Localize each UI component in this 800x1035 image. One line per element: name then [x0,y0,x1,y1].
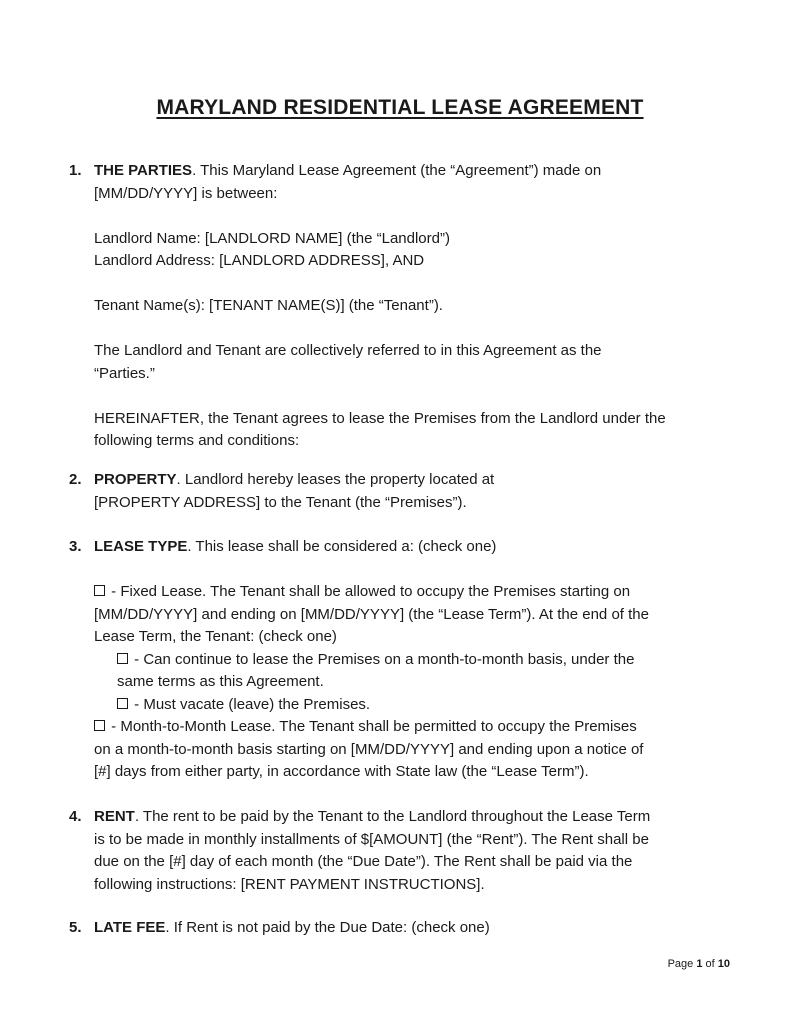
section-heading: RENT [94,808,135,825]
section-text: . If Rent is not paid by the Due Date: (check one) [165,919,490,936]
section-text: - Fixed Lease. The Tenant shall be allowed to occupy the Premises starting on [107,583,631,600]
vacate-checkbox[interactable] [117,698,128,709]
page-total: 10 [717,958,730,970]
section-number: 4. [69,808,82,825]
section-text: - Month-to-Month Lease. The Tenant shall be permitted to occupy the Premises [107,718,637,735]
section-number: 1. [69,162,82,179]
section-body [94,917,744,940]
section-text: [MM/DD/YYYY] and ending on [MM/DD/YYYY] (the “Lease Term”). At the end of the [94,605,649,623]
page-label: Page [667,958,697,970]
tenant-name-line: Tenant Name(s): [TENANT NAME(S)] (the “Tenant”). [94,297,443,314]
section-body [94,806,744,896]
section-text: . The rent to be paid by the Tenant to the Landlord throughout the Lease Term [134,808,651,825]
section-heading: LATE FEE [94,919,166,936]
fixed-lease-checkbox[interactable] [94,585,105,596]
section-body [94,160,744,453]
section-text: The Landlord and Tenant are collectively referred to in this Agreement as the [94,342,602,359]
section-text: - Must vacate (leave) the Premises. [130,695,371,713]
section-text: following instructions: [RENT PAYMENT INSTRUCTIONS]. [94,875,485,893]
section-number: 2. [69,471,82,488]
section-number: 5. [69,919,82,936]
section-heading: THE PARTIES [94,162,193,179]
page-current: 1 [696,958,703,970]
section-text: due on the [#] day of each month (the “Due Date”). The Rent shall be paid via the [94,853,633,870]
section-text: . This lease shall be considered a: (check one) [187,538,497,555]
continue-lease-checkbox[interactable] [117,653,128,664]
section-text: [MM/DD/YYYY] is between: [94,184,278,202]
document-title: MARYLAND RESIDENTIAL LEASE AGREEMENT [156,96,644,119]
section-text: following terms and conditions: [94,432,300,449]
section-body [94,536,744,784]
month-to-month-checkbox[interactable] [94,720,105,731]
page-footer [668,958,730,970]
section-text: is to be made in monthly installments of $[AMOUNT] (the “Rent”). The Rent shall be [94,830,649,848]
section-text: [#] days from either party, in accordance with State law (the “Lease Term”). [94,763,589,780]
landlord-name-line: Landlord Name: [LANDLORD NAME] (the “Landlord”) [94,229,450,247]
section-heading: PROPERTY [94,471,177,488]
section-number: 3. [69,538,82,555]
section-text: same terms as this Agreement. [117,673,324,690]
section-heading: LEASE TYPE [94,538,188,555]
section-text: [PROPERTY ADDRESS] to the Tenant (the “Premises”). [94,493,467,511]
page-of-label: of [702,958,718,970]
section-text: Lease Term, the Tenant: (check one) [94,628,337,645]
section-text: on a month-to-month basis starting on [MM/DD/YYYY] and ending upon a notice of [94,740,644,758]
landlord-address-line: Landlord Address: [LANDLORD ADDRESS], AND [94,252,425,269]
section-text: . Landlord hereby leases the property located at [176,471,495,488]
section-text: - Can continue to lease the Premises on a month-to-month basis, under the [130,650,635,668]
section-text: HEREINAFTER, the Tenant agrees to lease the Premises from the Landlord under the [94,409,666,427]
section-text: . This Maryland Lease Agreement (the “Agreement”) made on [192,162,602,179]
section-body [94,469,744,514]
section-text: “Parties.” [94,364,155,382]
